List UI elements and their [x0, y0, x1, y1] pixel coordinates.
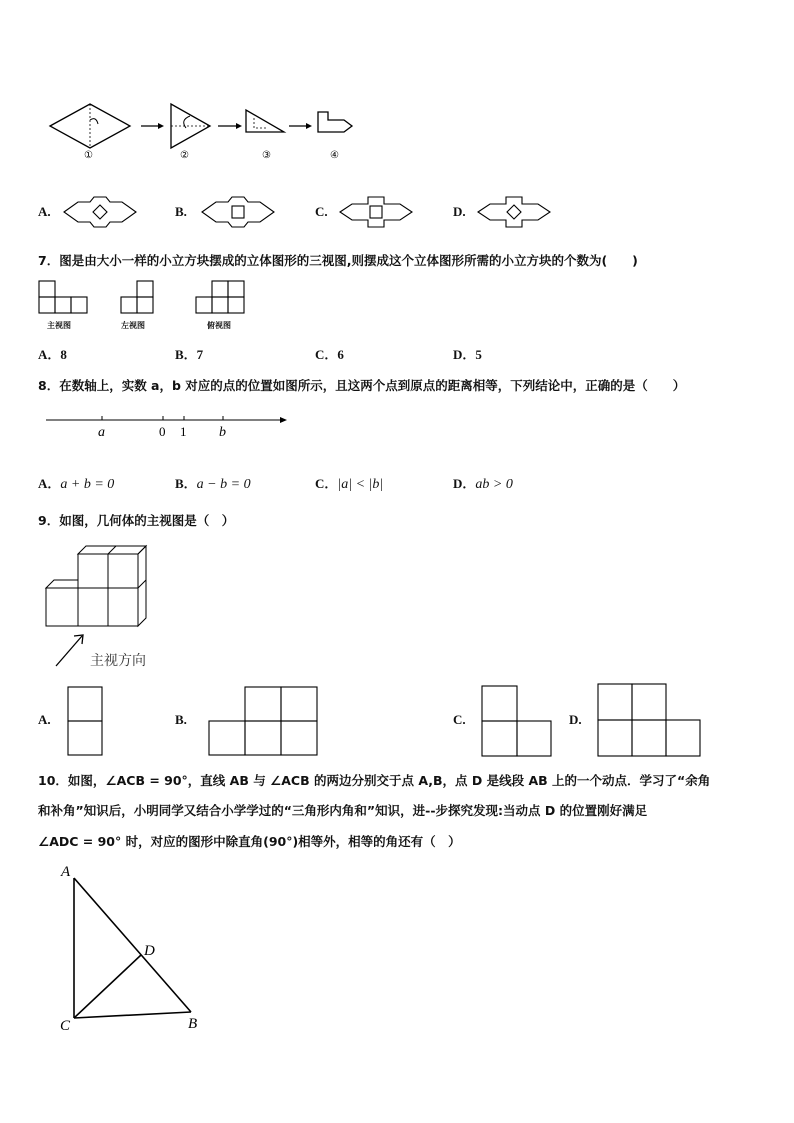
q7-left-view — [120, 280, 156, 314]
axis-label-0: 0 — [159, 424, 166, 439]
q8-stem: 8．在数轴上，实数 a，b 对应的点的位置如图所示，且这两个点到原点的距离相等，下列结论中，正确的是（ ） — [38, 378, 686, 393]
q6-option-d-figure — [476, 196, 552, 228]
point-label-d: D — [144, 943, 155, 959]
q8-option-a-expr: a + b = 0 — [60, 477, 115, 492]
folding-sequence-figure — [40, 98, 370, 170]
q7-top-view — [195, 280, 247, 314]
q10-line-2: 和补角”知识后，小明同学又结合小学学过的“三角形内角和”知识，进--步探究发现:当动点 D 的位置刚好满足 — [38, 803, 648, 818]
axis-label-a: a — [98, 425, 105, 440]
q9-view-direction-arrow — [52, 628, 92, 668]
q8-number-line — [46, 408, 290, 444]
q6-option-d-label[interactable]: D. — [453, 204, 466, 219]
fold-step-4-shape — [318, 112, 352, 132]
axis-label-1: 1 — [180, 424, 187, 439]
q6-option-b-label[interactable]: B. — [175, 204, 187, 219]
q8-option-a[interactable] — [38, 473, 114, 493]
step-label-3: ③ — [262, 150, 271, 161]
q7-stem: 7．图是由大小一样的小立方块摆成的立体图形的三视图,则摆成这个立体图形所需的小立方块的个数为( ) — [38, 253, 638, 268]
q10-triangle-figure — [55, 860, 215, 1036]
q9-solid-figure — [42, 542, 160, 628]
point-label-c: C — [60, 1018, 71, 1034]
q9-option-d-figure — [596, 682, 704, 758]
q8-option-a-letter: A． — [38, 476, 61, 491]
q6-option-c-figure — [338, 196, 414, 228]
q8-option-b[interactable] — [175, 473, 251, 493]
q9-option-b-label[interactable]: B. — [175, 712, 187, 727]
q8-option-c[interactable] — [315, 473, 383, 493]
q9-option-a-label[interactable]: A. — [38, 712, 51, 727]
q8-option-b-letter: B． — [175, 476, 197, 491]
q10-line-3: ∠ADC = 90° 时，对应的图形中除直角(90°)相等外，相等的角还有（ ） — [38, 834, 461, 849]
q7-option-b[interactable]: B．7 — [175, 347, 204, 362]
fold-step-2-shape — [171, 104, 210, 148]
q9-option-a-figure — [66, 685, 106, 757]
q8-option-d-letter: D． — [453, 476, 476, 491]
q6-option-c-label[interactable]: C. — [315, 204, 328, 219]
q9-option-c-figure — [480, 684, 554, 758]
q7-option-c[interactable]: C．6 — [315, 347, 344, 362]
q7-option-d[interactable]: D．5 — [453, 347, 482, 362]
q9-direction-label: 主视方向 — [90, 653, 146, 669]
q8-option-c-letter: C． — [315, 476, 338, 491]
q7-front-view — [38, 280, 90, 314]
step-label-4: ④ — [330, 150, 339, 161]
point-label-b: B — [188, 1016, 198, 1032]
q7-top-view-label: 俯视图 — [207, 321, 231, 330]
axis-label-b: b — [219, 425, 226, 440]
q8-option-d[interactable] — [453, 473, 513, 493]
q9-option-b-figure — [207, 685, 321, 757]
q8-option-b-expr: a − b = 0 — [196, 477, 251, 492]
q6-option-a-label[interactable]: A. — [38, 204, 51, 219]
fold-step-1-shape — [50, 104, 130, 148]
fold-step-3-shape — [246, 110, 284, 132]
step-label-2: ② — [180, 150, 189, 161]
step-label-1: ① — [84, 150, 93, 161]
q8-option-c-expr: |a| < |b| — [337, 477, 384, 492]
q8-option-d-expr: ab > 0 — [475, 477, 513, 492]
q6-option-a-figure — [62, 196, 138, 228]
q7-left-view-label: 左视图 — [121, 321, 145, 330]
q10-line-1: 10．如图，∠ACB = 90°，直线 AB 与 ∠ACB 的两边分别交于点 A,B，点 D 是线段 AB 上的一个动点．学习了“余角 — [38, 773, 711, 788]
point-label-a: A — [61, 864, 71, 880]
q9-stem: 9．如图，几何体的主视图是（ ） — [38, 513, 235, 528]
q9-option-c-label[interactable]: C. — [453, 712, 466, 727]
q6-option-b-figure — [200, 196, 276, 228]
q7-option-a[interactable]: A．8 — [38, 347, 67, 362]
q9-option-d-label[interactable]: D. — [569, 712, 582, 727]
q7-front-view-label: 主视图 — [47, 321, 71, 330]
